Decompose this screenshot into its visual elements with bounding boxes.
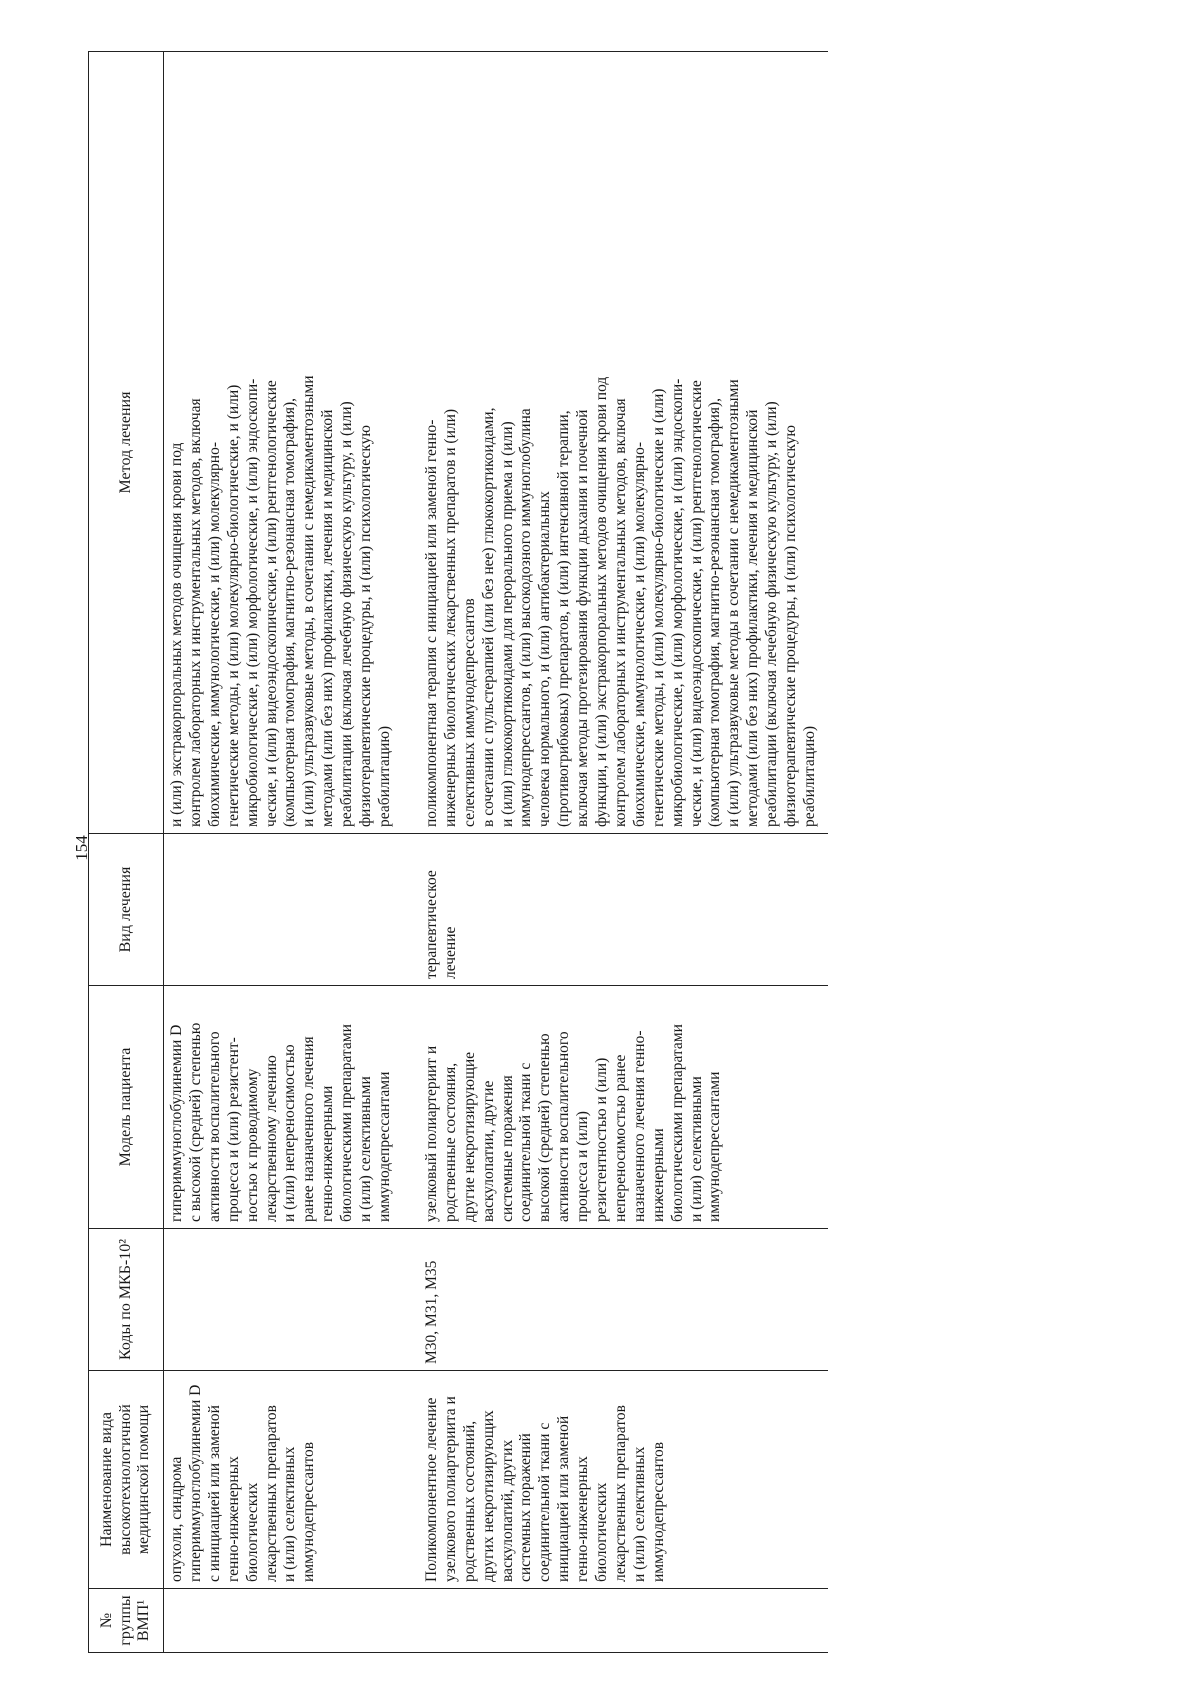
table-row	[419, 52, 828, 1653]
row-spacer	[403, 52, 419, 1653]
cell-model: гипериммуноглобулинемии D с высокой (средней) степенью активности воспалительного процесса и (или) резистент- ностью к проводимому лекарственному лечению и (или) непереносимостью ранее назначенного лечения генно-инженерными биологическими препаратами и (или) селективными иммунодепрессантами	[164, 986, 403, 1229]
header-codes: Коды по МКБ-10²	[89, 1229, 164, 1371]
cell-type: терапевтическое лечение	[419, 834, 828, 986]
table-row	[164, 52, 403, 1653]
header-method: Метод лечения	[89, 52, 164, 834]
cell-method: поликомпонентная терапия с инициацией или заменой генно- инженерных биологических лекарственных препаратов и (или) селективных иммунодепрессантов в сочетании с пульстерапией (или без нее) глюкокортикоидами, и (или) глюкокортикоидами для перорального приема и (или) иммунодепрессантов, и (или) высокодозного иммуноглобулина человека нормального, и (или) антибактериальных (противогрибковых) препаратов, и (или) интенсивной терапии, включая методы протезирования функции дыхания и почечной функции, и (или) экстракорпоральных методов очищения крови под контролем лабораторных и инструментальных методов, включая биохимические, иммунологические, и (или) молекулярно- генетические методы, и (или) молекулярно-биологические и (или) микробиологические, и (или) морфологические, и (или) эндоскопи- ческие, и (или) видеоэндоскопические, и (или) рентгенологические (компьютерная томография, магнитно-резонансная томография), и (или) ультразвуковые методы в сочетании с немедикаментозными методами (или без них) профилактики, лечения и медицинской реабилитации (включая лечебную физическую культуру, и (или) физиотерапевтические процедуры, и (или) психологическую реабилитацию)	[419, 52, 828, 834]
cell-group-no	[164, 1589, 403, 1653]
table-header-row	[89, 52, 164, 1653]
header-model: Модель пациента	[89, 986, 164, 1229]
cell-method: и (или) экстракорпоральных методов очищения крови под контролем лабораторных и инструментальных методов, включая биохимические, иммунологические, и (или) молекулярно- генетические методы, и (или) молекулярно-биологические, и (или) микробиологические, и (или) морфологические, и (или) эндоскопи- ческие, и (или) видеоэндоскопические, и (или) рентгенологические (компьютерная томография, магнитно-резонансная томография), и (или) ультразвуковые методы, в сочетании с немедикаментозными методами (или без них) профилактики, лечения и медицинской реабилитации (включая лечебную физическую культуру, и (или) физиотерапевтические процедуры, и (или) психологическую реабилитацию)	[164, 52, 403, 834]
cell-name: опухоли, синдрома гипериммуноглобулинемии D с инициацией или заменой генно-инженерных биологических лекарственных препаратов и (или) селективных иммунодепрессантов	[164, 1371, 403, 1589]
cell-type	[164, 834, 403, 986]
cell-model: узелковый полиартериит и родственные состояния, другие некротизирующие васкулопатии, другие системные поражения соединительной ткани с высокой (средней) степенью активности воспалительного процесса и (или) резистентностью и (или) непереносимостью ранее назначенного лечения генно- инженерными биологическими препаратами и (или) селективными иммунодепрессантами	[419, 986, 828, 1229]
header-type: Вид лечения	[89, 834, 164, 986]
page-number: 154	[72, 835, 91, 861]
cell-name: Поликомпонентное лечение узелкового полиартериита и родственных состояний, других некротизирующих васкулопатий, других системных поражений соединительной ткани с инициацией или заменой генно-инженерных биологических лекарственных препаратов и (или) селективных иммунодепрессантов	[419, 1371, 828, 1589]
cell-codes: M30, M31, M35	[419, 1229, 828, 1371]
rotated-table-container	[88, 52, 1148, 1653]
treatment-table	[88, 51, 828, 1653]
header-group-no: № группы ВМП¹	[89, 1589, 164, 1653]
cell-group-no	[419, 1589, 828, 1653]
header-name: Наименование вида высокотехнологичной медицинской помощи	[89, 1371, 164, 1589]
cell-codes	[164, 1229, 403, 1371]
